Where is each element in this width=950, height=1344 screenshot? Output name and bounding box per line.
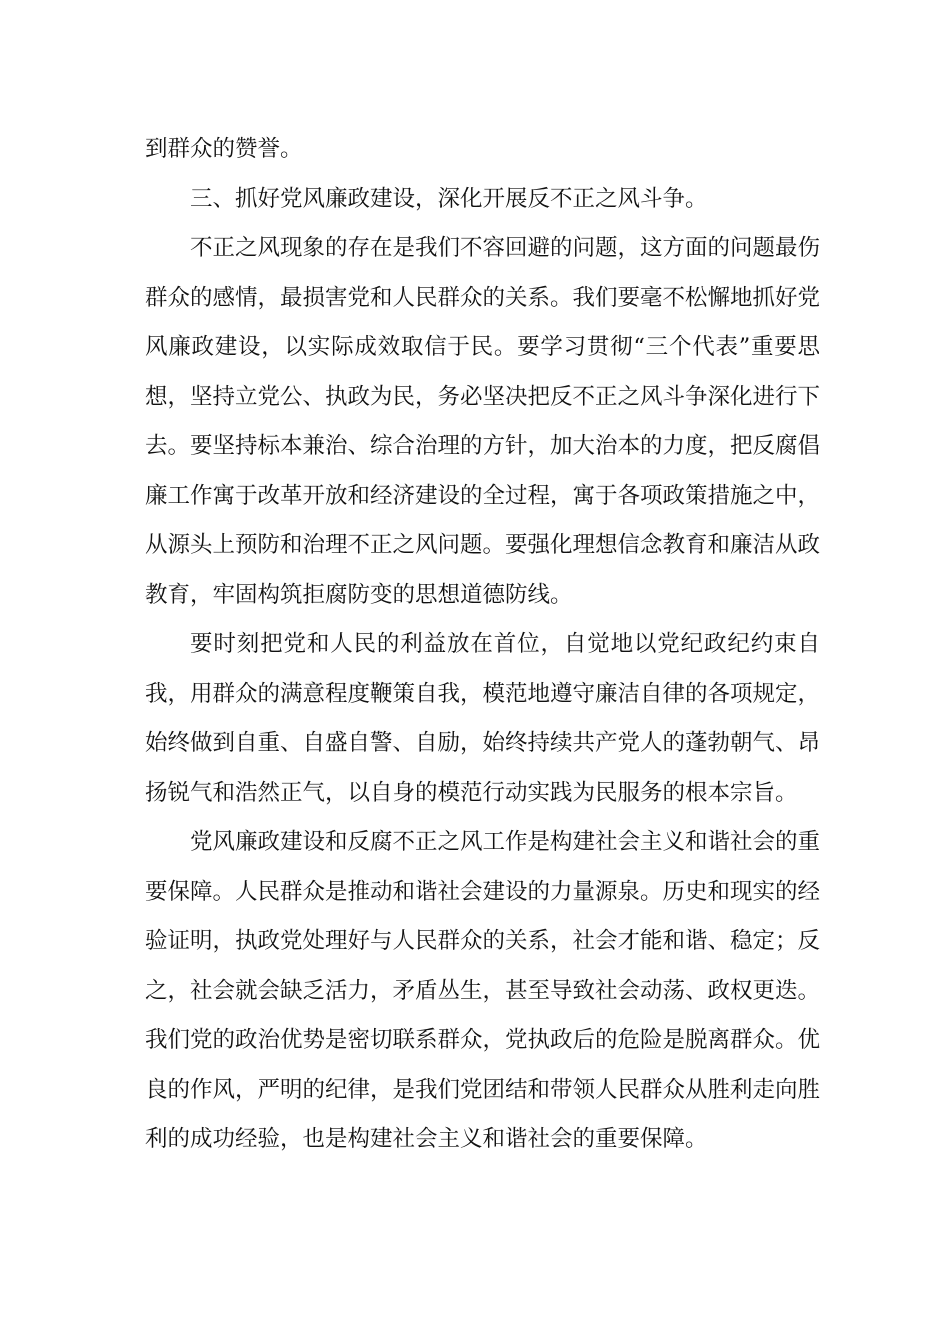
paragraph: 要时刻把党和人民的利益放在首位，自觉地以党纪政纪约束自我，用群众的满意程度鞭策自我，模范地遵守廉洁自律的各项规定，始终做到自重、自盛自警、自励，始终持续共产党人的蓬勃朝气、昂扬锐气和浩然正气，以自身的模范行动实践为民服务的根本宗旨。 [145, 631, 821, 806]
paragraph-continuation: 到群众的赞誉。 [145, 136, 303, 162]
paragraph: 不正之风现象的存在是我们不容回避的问题，这方面的问题最伤群众的感情，最损害党和人民群众的关系。我们要毫不松懈地抓好党风廉政建设，以实际成效取信于民。要学习贯彻“三个代表”重要思想，坚持立党公、执政为民，务必坚决把反不正之风斗争深化进行下去。要坚持标本兼治、综合治理的方针，加大治本的力度，把反腐倡廉工作寓于改革开放和经济建设的全过程，寓于各项政策措施之中，从源头上预防和治理不正之风问题。要强化理想信念教育和廉洁从政教育，牢固构筑拒腐防变的思想道德防线。 [145, 235, 821, 608]
paragraph: 党风廉政建设和反腐不正之风工作是构建社会主义和谐社会的重要保障。人民群众是推动和谐社会建设的力量源泉。历史和现实的经验证明，执政党处理好与人民群众的关系，社会才能和谐、稳定；反之，社会就会缺乏活力，矛盾丛生，甚至导致社会动荡、政权更迭。我们党的政治优势是密切联系群众，党执政后的危险是脱离群众。优良的作风，严明的纪律，是我们党团结和带领人民群众从胜利走向胜利的成功经验，也是构建社会主义和谐社会的重要保障。 [145, 829, 821, 1152]
body-text [145, 125, 820, 1165]
section-heading: 三、抓好党风廉政建设，深化开展反不正之风斗争。 [190, 185, 708, 212]
